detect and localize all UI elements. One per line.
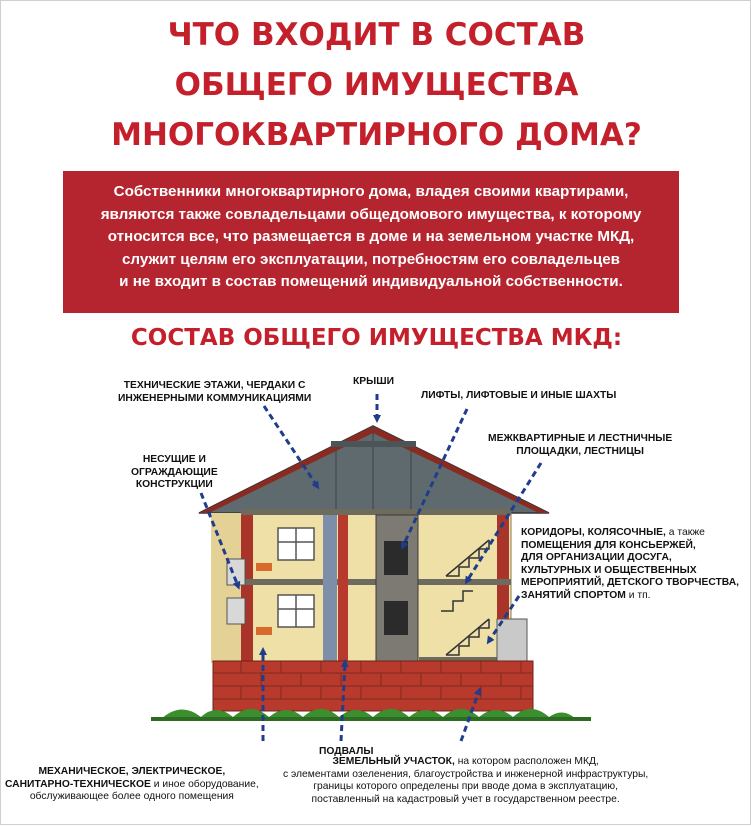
label-part: ЗЕМЕЛЬНЫЙ УЧАСТОК,	[332, 756, 455, 767]
label-part: КОРИДОРЫ, КОЛЯСОЧНЫЕ,	[521, 527, 666, 538]
label-line: НЕСУЩИЕ И	[142, 454, 206, 465]
label-line: ИНЖЕНЕРНЫМИ КОММУНИКАЦИЯМИ	[118, 392, 312, 404]
intro-line: относится все, что размещается в доме и на земельном участке МКД,	[107, 228, 635, 245]
label-line: КОНСТРУКЦИИ	[135, 479, 213, 490]
title-line: ЧТО ВХОДИТ В СОСТАВ	[167, 17, 586, 53]
label-part: и тп.	[625, 589, 651, 601]
label-part: на котором расположен МКД,	[454, 756, 599, 767]
label-line	[283, 756, 648, 769]
label-line: ПОМЕЩЕНИЯ ДЛЯ КОНСЬЕРЖЕЙ,	[521, 539, 696, 551]
label-line	[5, 779, 259, 792]
label-landings	[488, 433, 672, 458]
house-illustration	[1, 1, 751, 826]
intro-line: и не входит в состав помещений индивидуальной собственности.	[119, 273, 623, 290]
label-line: МЕХАНИЧЕСКОЕ, ЭЛЕКТРИЧЕСКОЕ,	[38, 766, 226, 777]
label-line: ДЛЯ ОРГАНИЗАЦИИ ДОСУГА,	[521, 552, 672, 563]
basement	[213, 661, 533, 711]
label-line: обслуживающее более одного помещения	[29, 791, 234, 802]
label-line: поставленный на кадастровый учет в государственном реестре.	[311, 793, 620, 805]
title-line: ОБЩЕГО ИМУЩЕСТВА	[174, 67, 579, 103]
label-part: и иное оборудование,	[150, 778, 259, 790]
label-equipment	[5, 766, 259, 804]
label-line	[521, 590, 739, 603]
label-line: МЕРОПРИЯТИЙ, ДЕТСКОГО ТВОРЧЕСТВА,	[521, 577, 740, 588]
label-structures	[131, 454, 218, 492]
label-part: САНИТАРНО-ТЕХНИЧЕСКОЕ	[5, 778, 151, 790]
label-line: с элементами озеленения, благоустройства и инженерной инфраструктуры,	[283, 768, 649, 780]
intro-line: являются также совладельцами общедомового имущества, к которому	[100, 205, 642, 223]
label-tech-floors	[118, 380, 311, 405]
label-basements: ПОДВАЛЫ	[319, 746, 374, 757]
label-line: МЕЖКВАРТИРНЫЕ И ЛЕСТНИЧНЫЕ	[488, 433, 673, 444]
label-line: ОГРАЖДАЮЩИЕ	[131, 466, 218, 478]
intro-line: Собственники многоквартирного дома, владея своими квартирами,	[113, 183, 629, 200]
label-line: ТЕХНИЧЕСКИЕ ЭТАЖИ, ЧЕРДАКИ С	[123, 380, 306, 391]
section-subtitle: СОСТАВ ОБЩЕГО ИМУЩЕСТВА МКД:	[130, 325, 623, 351]
label-roofs: КРЫШИ	[353, 376, 394, 387]
label-lifts: ЛИФТЫ, ЛИФТОВЫЕ И ИНЫЕ ШАХТЫ	[421, 390, 617, 401]
title-line: МНОГОКВАРТИРНОГО ДОМА?	[111, 117, 642, 153]
label-corridors	[521, 527, 739, 602]
label-land-plot	[283, 756, 648, 806]
walls	[211, 509, 527, 665]
label-line	[521, 527, 739, 540]
label-part: а также	[665, 527, 705, 538]
label-line: границы которого определены при вводе дома в эксплуатацию,	[313, 781, 618, 792]
label-part: ЗАНЯТИЙ СПОРТОМ	[521, 589, 626, 601]
intro-line: служит целям его эксплуатации, потребностям его совладельцев	[121, 250, 621, 268]
label-line: КУЛЬТУРНЫХ И ОБЩЕСТВЕННЫХ	[521, 564, 697, 576]
label-line: ПЛОЩАДКИ, ЛЕСТНИЦЫ	[516, 445, 644, 457]
